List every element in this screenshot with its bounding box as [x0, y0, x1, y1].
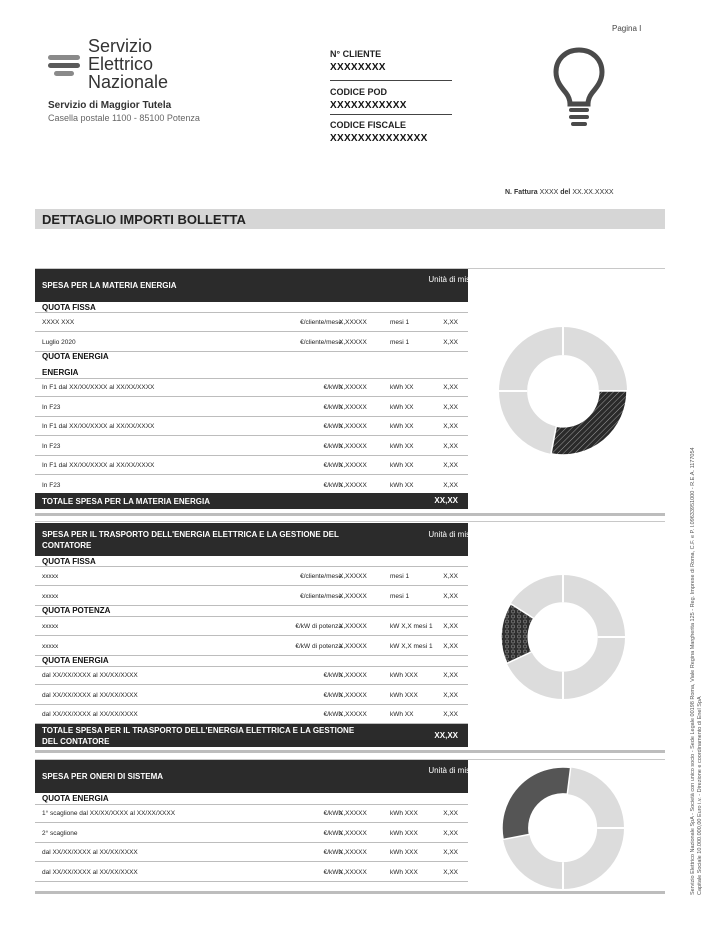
row-price: X,XXXXX [339, 338, 367, 346]
row-price: X,XXXXX [339, 573, 367, 580]
row-quantity: kWh XXX [390, 829, 418, 837]
row-amount: X,XX [443, 849, 458, 856]
row-quantity: kWh XX [390, 403, 414, 411]
row-unit: €/kW di potenza [295, 642, 342, 650]
row-quantity: mesi 1 [390, 592, 410, 600]
row-description: dal XX/XX/XXXX al XX/XX/XXXX [42, 711, 138, 718]
row-quantity: kWh XX [390, 481, 414, 489]
row-quantity: kWh XXX [390, 810, 418, 817]
row-description: xxxxx [42, 642, 59, 650]
section-header-oneri: SPESA PER ONERI DI SISTEMA Unità di misura [35, 760, 468, 793]
row-unit: €/kWh [323, 810, 342, 817]
row-price: X,XXXXX [339, 481, 367, 489]
row-description: 1° scaglione dal XX/XX/XXXX al XX/XX/XXXX [42, 810, 176, 817]
row-price: X,XXXXX [339, 810, 367, 817]
row-quantity: kWh XXX [390, 849, 418, 856]
section-header-materia: SPESA PER LA MATERIA ENERGIA Unità di misura [35, 269, 468, 302]
table-row [35, 617, 468, 636]
row-amount: X,XX [443, 829, 458, 837]
row-description: dal XX/XX/XXXX al XX/XX/XXXX [42, 868, 138, 876]
row-quantity: mesi 1 [390, 338, 410, 346]
row-unit: €/cliente/mese [300, 319, 342, 326]
row-description: In F1 dal XX/XX/XXXX al XX/XX/XXXX [42, 462, 155, 469]
row-amount: X,XX [443, 691, 458, 699]
table-row [35, 804, 468, 823]
donut-highlight-segment [551, 391, 627, 455]
row-unit: €/kW di potenza [295, 623, 342, 630]
row-description: In F1 dal XX/XX/XXXX al XX/XX/XXXX [42, 423, 155, 430]
total-row-trasporto: TOTALE SPESA PER IL TRASPORTO DELL'ENERGIA ELETTRICA E LA GESTIONE DEL CONTATORE XX,XX [35, 724, 468, 747]
donut-chart-oneri [498, 766, 628, 890]
section-header-trasporto: SPESA PER IL TRASPORTO DELL'ENERGIA ELETTRICA E LA GESTIONE DEL CONTATORE Unità di misura [35, 523, 468, 556]
row-unit: €/kWh [323, 442, 342, 450]
row-unit: €/kWh [323, 868, 342, 876]
donut-chart-materia [498, 326, 628, 456]
row-unit: €/cliente/mese [300, 338, 342, 346]
row-price: X,XXXXX [339, 672, 367, 679]
row-amount: X,XX [443, 462, 458, 469]
divider [35, 891, 665, 894]
row-price: X,XXXXX [339, 442, 367, 450]
donut-chart-trasporto [498, 574, 628, 700]
row-unit: €/kWh [323, 481, 342, 489]
row-quantity: kWh XXX [390, 672, 418, 679]
subheading: QUOTA ENERGIA [42, 352, 109, 361]
row-quantity: kWh XX [390, 384, 414, 391]
row-amount: X,XX [443, 442, 458, 450]
row-unit: €/kWh [323, 691, 342, 699]
table-row [35, 843, 468, 862]
donut-highlight-segment [502, 767, 571, 839]
row-amount: X,XX [443, 481, 458, 489]
table-row [35, 863, 468, 882]
subheading: QUOTA ENERGIA [42, 656, 109, 665]
row-description: XXXX XXX [42, 319, 75, 326]
table-row [35, 705, 468, 724]
total-row-materia: TOTALE SPESA PER LA MATERIA ENERGIA XX,XX [35, 493, 468, 509]
divider [330, 114, 452, 115]
divider [35, 750, 665, 753]
table-row [35, 476, 468, 495]
subheading: QUOTA FISSA [42, 557, 96, 566]
row-description: In F1 dal XX/XX/XXXX al XX/XX/XXXX [42, 384, 155, 391]
row-amount: X,XX [443, 868, 458, 876]
row-price: X,XXXXX [339, 592, 367, 600]
row-price: X,XXXXX [339, 403, 367, 411]
row-amount: X,XX [443, 573, 458, 580]
row-unit: €/kWh [323, 384, 342, 391]
row-amount: X,XX [443, 810, 458, 817]
row-amount: X,XX [443, 338, 458, 346]
row-quantity: kWh XX [390, 442, 414, 450]
row-description: dal XX/XX/XXXX al XX/XX/XXXX [42, 849, 138, 856]
divider [35, 513, 665, 516]
table-row [35, 637, 468, 656]
table-row [35, 666, 468, 685]
donut-track [515, 589, 612, 686]
row-description: In F23 [42, 481, 61, 489]
row-price: X,XXXXX [339, 691, 367, 699]
row-description: In F23 [42, 403, 61, 411]
table-row [35, 378, 468, 397]
row-unit: €/kWh [323, 711, 342, 718]
row-unit: €/kWh [323, 403, 342, 411]
row-amount: X,XX [443, 403, 458, 411]
row-description: dal XX/XX/XXXX al XX/XX/XXXX [42, 672, 138, 679]
row-unit: €/kWh [323, 462, 342, 469]
table-row [35, 824, 468, 843]
table-row [35, 333, 468, 352]
client-number: N° CLIENTE XXXXXXXX [330, 49, 386, 73]
row-amount: X,XX [443, 672, 458, 679]
invoice-number: N. Fattura XXXX del XX.XX.XXXX [505, 189, 614, 196]
table-row [35, 437, 468, 456]
page-title-banner [35, 209, 665, 229]
company-name: Servizio di Maggior Tutela [48, 100, 172, 111]
row-amount: X,XX [443, 423, 458, 430]
row-quantity: kW X,X mesi 1 [390, 623, 433, 630]
legal-footer: Servizio Elettrico Nazionale SpA - Società con unico socio - Sede Legale 00198 Roma, Viale Regina Margherita 125 - Reg. Imprese di Roma, C.F. e P. I.09633951000 - R.E.A. 1177054 Capitale Sociale 10.000.000,00 Euro i.v. - Direzione e coordinamento di Enel SpA [690, 447, 703, 895]
table-row [35, 567, 468, 586]
row-price: X,XXXXX [339, 623, 367, 630]
company-address: Casella postale 1100 - 85100 Potenza [48, 113, 200, 123]
unit-header: Unità di misura [428, 530, 482, 539]
subheading: ENERGIA [42, 368, 79, 377]
row-quantity: kWh XX [390, 462, 414, 469]
table-row [35, 456, 468, 475]
row-unit: €/kWh [323, 672, 342, 679]
row-amount: X,XX [443, 623, 458, 630]
table-row [35, 398, 468, 417]
unit-header: Unità di misura [428, 766, 482, 775]
row-quantity: mesi 1 [390, 573, 410, 580]
subheading: QUOTA ENERGIA [42, 794, 109, 803]
row-unit: €/kWh [323, 849, 342, 856]
pod-code: CODICE POD XXXXXXXXXXX [330, 87, 407, 111]
brand-logo-icon [48, 55, 80, 77]
row-quantity: kWh XX [390, 711, 414, 718]
row-amount: X,XX [443, 711, 458, 718]
row-quantity: mesi 1 [390, 319, 410, 326]
page-title: DETTAGLIO IMPORTI BOLLETTA [42, 212, 246, 227]
row-quantity: kW X,X mesi 1 [390, 642, 433, 650]
row-quantity: kWh XXX [390, 868, 418, 876]
row-price: X,XXXXX [339, 319, 367, 326]
row-description: dal XX/XX/XXXX al XX/XX/XXXX [42, 691, 138, 699]
row-price: X,XXXXX [339, 711, 367, 718]
subheading: QUOTA FISSA [42, 303, 96, 312]
row-description: xxxxx [42, 573, 59, 580]
row-unit: €/kWh [323, 423, 342, 430]
row-amount: X,XX [443, 384, 458, 391]
table-row [35, 587, 468, 606]
row-unit: €/cliente/mese [300, 573, 342, 580]
divider [35, 521, 665, 522]
row-price: X,XXXXX [339, 868, 367, 876]
row-description: Luglio 2020 [42, 338, 76, 346]
row-unit: €/kWh [323, 829, 342, 837]
row-price: X,XXXXX [339, 849, 367, 856]
row-price: X,XXXXX [339, 384, 367, 391]
row-quantity: kWh XX [390, 423, 414, 430]
page-number: Pagina I [612, 24, 642, 33]
divider [330, 80, 452, 81]
row-amount: X,XX [443, 319, 458, 326]
unit-header: Unità di misura [428, 275, 482, 284]
row-description: xxxxx [42, 623, 59, 630]
table-row [35, 417, 468, 436]
brand-name: Servizio Elettrico Nazionale [88, 36, 169, 92]
row-description: In F23 [42, 442, 61, 450]
row-price: X,XXXXX [339, 829, 367, 837]
table-row [35, 686, 468, 705]
row-description: 2° scaglione [42, 829, 78, 837]
subheading: QUOTA POTENZA [42, 606, 111, 615]
fiscal-code: CODICE FISCALE XXXXXXXXXXXXXX [330, 120, 428, 144]
row-price: X,XXXXX [339, 423, 367, 430]
table-row [35, 313, 468, 332]
row-quantity: kWh XXX [390, 691, 418, 699]
row-price: X,XXXXX [339, 462, 367, 469]
row-amount: X,XX [443, 592, 458, 600]
row-price: X,XXXXX [339, 642, 367, 650]
row-amount: X,XX [443, 642, 458, 650]
row-description: xxxxx [42, 592, 59, 600]
row-unit: €/cliente/mese [300, 592, 342, 600]
light-bulb-icon [552, 46, 606, 128]
